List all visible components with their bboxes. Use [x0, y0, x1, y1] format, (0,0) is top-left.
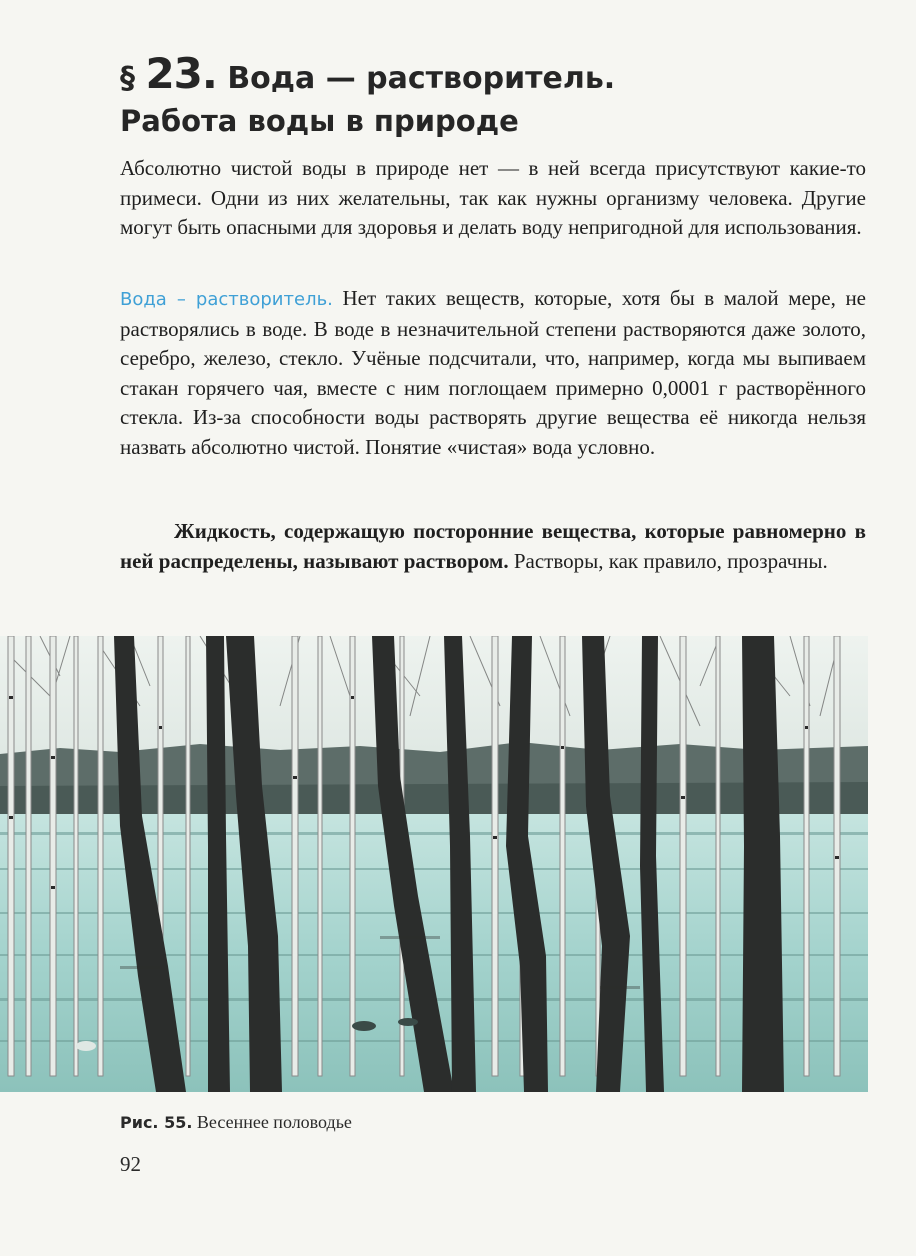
- section-title-line-2: Работа воды в природе: [120, 104, 519, 138]
- figure-photo-flooded-forest: [0, 636, 868, 1092]
- figure-caption: [120, 1110, 820, 1135]
- heading-line-1: [120, 49, 880, 101]
- figure-label: Рис. 55.: [120, 1113, 193, 1132]
- figure-caption-text: Весеннее половодье: [196, 1112, 352, 1132]
- definition-bold: Жидкость, содержащую посторонние вещества, которые равномерно в ней распределены, называют раствором.: [120, 519, 866, 573]
- flooded-forest-illustration: [0, 636, 868, 1092]
- solvent-text: Нет таких веществ, которые, хотя бы в малой мере, не растворялись в воде. В воде в незначительной степени растворяются даже золото, серебро, железо, стекло. Учёные подсчитали, что, например, когда мы выпиваем стакан горячего чая, вместе с ним поглощаем примерно 0,0001 г растворённого стекла. Из-за способности воды растворять другие вещества её никогда нельзя назвать абсолютно чистой. Понятие «чистая» вода условно.: [120, 286, 867, 459]
- section-sign: §: [120, 61, 135, 96]
- definition-tail: Растворы, как правило, прозрачны.: [513, 548, 828, 573]
- section-number: 23.: [145, 49, 217, 98]
- definition-paragraph: [120, 517, 866, 576]
- section-heading: [120, 49, 880, 141]
- intro-paragraph: Абсолютно чистой воды в природе нет — в ней всегда присутствуют какие-то примеси. Одни из них желательны, так как нужны организму человека. Другие могут быть опасными для здоровья и делать воду непригодной для использования.: [120, 156, 866, 239]
- solvent-paragraph: [120, 284, 866, 462]
- section-title-line-1: Вода — растворитель.: [227, 61, 616, 96]
- solvent-term: Вода – растворитель.: [120, 289, 333, 310]
- page-number: 92: [120, 1152, 141, 1176]
